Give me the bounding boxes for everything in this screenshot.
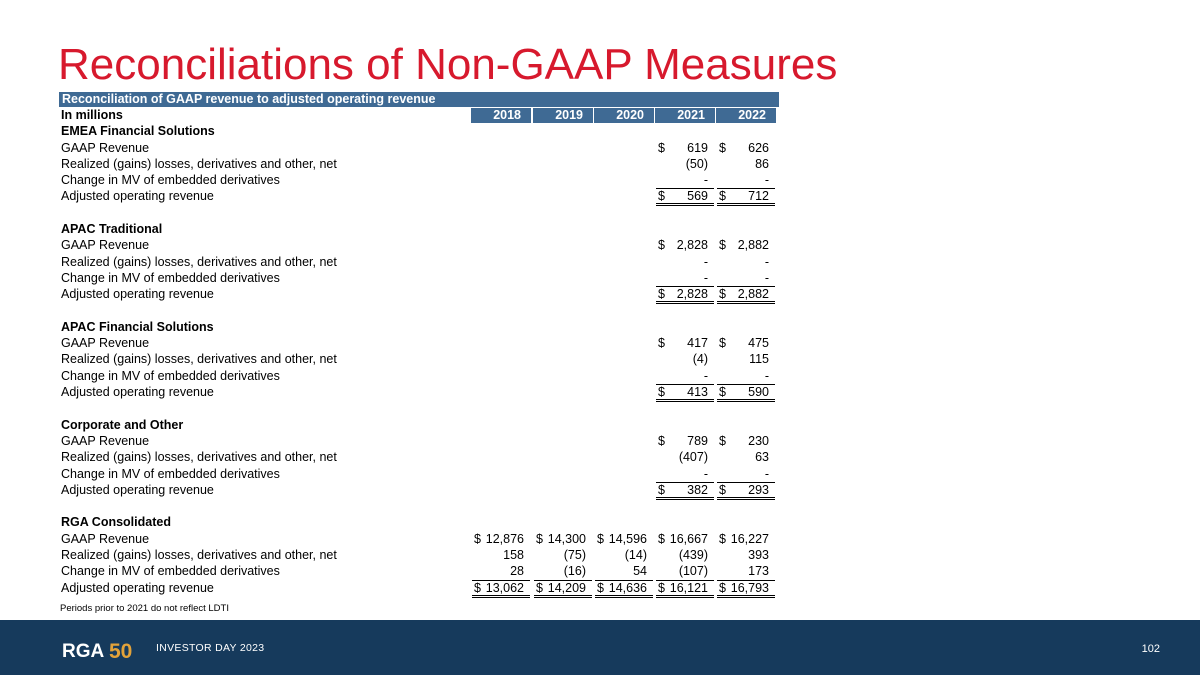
value: (50)	[685, 156, 708, 171]
footnote: Periods prior to 2021 do not reflect LDTI	[60, 603, 229, 614]
value-cell	[534, 563, 592, 579]
value-cell	[656, 580, 714, 598]
value: 2,828	[676, 287, 708, 302]
value: 2,882	[737, 238, 769, 253]
value: 86	[755, 156, 769, 171]
currency-symbol: $	[658, 433, 665, 448]
value: 2,828	[676, 238, 708, 253]
value: 14,636	[608, 580, 647, 595]
value: 16,121	[669, 580, 708, 595]
table-row	[59, 531, 779, 547]
value-cell	[472, 531, 530, 547]
value-cell	[717, 156, 775, 172]
value: -	[703, 466, 708, 481]
value: 54	[633, 564, 647, 579]
value: 789	[687, 433, 708, 448]
currency-symbol: $	[536, 580, 543, 595]
row-label: Adjusted operating revenue	[61, 385, 214, 400]
value-cell	[656, 286, 714, 304]
value-cell	[472, 547, 530, 563]
value: 712	[748, 189, 769, 204]
reconciliation-table	[59, 92, 779, 596]
value-cell	[656, 466, 714, 482]
row-label: Realized (gains) losses, derivatives and other, net	[61, 156, 337, 171]
value: 14,300	[547, 531, 586, 546]
section-header	[59, 417, 779, 433]
row-label: Change in MV of embedded derivatives	[61, 173, 280, 188]
value-cell	[595, 547, 653, 563]
currency-symbol: $	[719, 140, 726, 155]
row-label: In millions	[61, 108, 123, 122]
table-row	[59, 254, 779, 270]
value-cell	[656, 563, 714, 579]
row-label: Realized (gains) losses, derivatives and other, net	[61, 352, 337, 367]
table-heading: Reconciliation of GAAP revenue to adjusted operating revenue	[59, 92, 779, 107]
currency-symbol: $	[658, 336, 665, 351]
spacer-row	[59, 498, 779, 514]
row-label: Realized (gains) losses, derivatives and other, net	[61, 548, 337, 563]
table-row	[59, 335, 779, 351]
currency-symbol: $	[658, 287, 665, 302]
value-cell	[656, 368, 714, 384]
value: 590	[748, 385, 769, 400]
logo-text: RGA	[62, 641, 105, 660]
table-row	[59, 270, 779, 286]
row-label: GAAP Revenue	[61, 336, 150, 351]
value: 230	[748, 433, 769, 448]
row-label: Realized (gains) losses, derivatives and other, net	[61, 450, 337, 465]
year-header: 2020	[593, 108, 654, 123]
value: 14,209	[547, 580, 586, 595]
row-label: Adjusted operating revenue	[61, 189, 214, 204]
value-cell	[656, 188, 714, 206]
row-label: Change in MV of embedded derivatives	[61, 466, 280, 481]
value-cell	[656, 384, 714, 402]
row-label: GAAP Revenue	[61, 238, 150, 253]
table-row	[59, 580, 779, 596]
value-cell	[656, 140, 714, 156]
table-row	[59, 156, 779, 172]
value: 413	[687, 385, 708, 400]
value-cell	[534, 580, 592, 598]
section-header	[59, 123, 779, 139]
value: 14,596	[608, 531, 647, 546]
row-label: GAAP Revenue	[61, 531, 150, 546]
value-cell	[656, 547, 714, 563]
section-header	[59, 319, 779, 335]
value-cell	[717, 384, 775, 402]
value: 382	[687, 482, 708, 497]
value-cell	[656, 449, 714, 465]
value-cell	[717, 531, 775, 547]
value: 475	[748, 336, 769, 351]
currency-symbol: $	[658, 385, 665, 400]
value: (75)	[563, 548, 586, 563]
value-cell	[656, 254, 714, 270]
section-header	[59, 221, 779, 237]
table-row	[59, 466, 779, 482]
value: -	[764, 254, 769, 269]
currency-symbol: $	[719, 287, 726, 302]
row-label: Change in MV of embedded derivatives	[61, 270, 280, 285]
spacer-row	[59, 205, 779, 221]
value-cell	[717, 286, 775, 304]
value: (107)	[678, 564, 708, 579]
table-row	[59, 547, 779, 563]
rga-50-logo	[62, 640, 148, 660]
table-row	[59, 563, 779, 579]
table-row	[59, 433, 779, 449]
page-title: Reconciliations of Non-GAAP Measures	[58, 40, 838, 89]
value: -	[703, 270, 708, 285]
value-cell	[472, 563, 530, 579]
value-cell	[717, 368, 775, 384]
value: -	[703, 368, 708, 383]
value-cell	[717, 237, 775, 253]
value-cell	[717, 254, 775, 270]
value-cell	[534, 531, 592, 547]
table-row	[59, 482, 779, 498]
value-cell	[656, 351, 714, 367]
currency-symbol: $	[658, 189, 665, 204]
year-header: 2018	[470, 108, 531, 123]
currency-symbol: $	[719, 336, 726, 351]
value-cell	[717, 335, 775, 351]
currency-symbol: $	[658, 531, 665, 546]
value: 158	[503, 548, 524, 563]
value: (439)	[678, 548, 708, 563]
value: 28	[510, 564, 524, 579]
value-cell	[656, 237, 714, 253]
value-cell	[717, 188, 775, 206]
row-label: GAAP Revenue	[61, 433, 150, 448]
currency-symbol: $	[597, 531, 604, 546]
value: (4)	[692, 352, 708, 367]
event-label: INVESTOR DAY 2023	[156, 642, 265, 654]
row-label: Realized (gains) losses, derivatives and other, net	[61, 254, 337, 269]
page-number: 102	[1141, 643, 1160, 655]
value-cell	[656, 156, 714, 172]
table-row	[59, 351, 779, 367]
table-row	[59, 384, 779, 400]
value: -	[764, 173, 769, 188]
spacer-row	[59, 303, 779, 319]
row-label: Adjusted operating revenue	[61, 482, 214, 497]
row-label: Change in MV of embedded derivatives	[61, 564, 280, 579]
value: 115	[749, 352, 769, 367]
year-header: 2021	[654, 108, 715, 123]
row-label: Adjusted operating revenue	[61, 287, 214, 302]
table-row	[59, 140, 779, 156]
spacer-row	[59, 400, 779, 416]
value-cell	[717, 433, 775, 449]
row-label: Adjusted operating revenue	[61, 580, 214, 595]
value: 16,227	[730, 531, 769, 546]
currency-symbol: $	[719, 238, 726, 253]
currency-symbol: $	[597, 580, 604, 595]
currency-symbol: $	[719, 385, 726, 400]
currency-symbol: $	[474, 531, 481, 546]
value: 569	[687, 189, 708, 204]
table-header-row	[59, 107, 779, 123]
value-cell	[595, 563, 653, 579]
value-cell	[656, 482, 714, 500]
value-cell	[656, 531, 714, 547]
value: -	[703, 173, 708, 188]
row-label: GAAP Revenue	[61, 140, 150, 155]
value-cell	[656, 172, 714, 188]
value: -	[703, 254, 708, 269]
currency-symbol: $	[658, 238, 665, 253]
value: 2,882	[737, 287, 769, 302]
table-row	[59, 286, 779, 302]
value: 393	[748, 548, 769, 563]
value-cell	[717, 547, 775, 563]
value: 619	[687, 140, 708, 155]
value-cell	[472, 580, 530, 598]
value-cell	[717, 580, 775, 598]
value: 63	[755, 450, 769, 465]
currency-symbol: $	[719, 482, 726, 497]
value-cell	[656, 270, 714, 286]
value: 13,062	[485, 580, 524, 595]
value: 173	[748, 564, 769, 579]
currency-symbol: $	[474, 580, 481, 595]
value: 16,667	[669, 531, 708, 546]
value-cell	[595, 531, 653, 547]
currency-symbol: $	[719, 531, 726, 546]
currency-symbol: $	[658, 140, 665, 155]
value-cell	[595, 580, 653, 598]
table-row	[59, 172, 779, 188]
value-cell	[717, 466, 775, 482]
year-header: 2022	[715, 108, 776, 123]
value: 626	[748, 140, 769, 155]
value: 16,793	[730, 580, 769, 595]
value: 417	[687, 336, 708, 351]
value: -	[764, 270, 769, 285]
value-cell	[717, 563, 775, 579]
row-label: APAC Financial Solutions	[61, 319, 214, 334]
currency-symbol: $	[719, 433, 726, 448]
value: 12,876	[485, 531, 524, 546]
value: (14)	[624, 548, 647, 563]
row-label: Change in MV of embedded derivatives	[61, 368, 280, 383]
value-cell	[534, 547, 592, 563]
table-row	[59, 449, 779, 465]
value: -	[764, 466, 769, 481]
table-body	[59, 107, 779, 596]
value: (16)	[563, 564, 586, 579]
section-header	[59, 514, 779, 530]
value-cell	[717, 270, 775, 286]
currency-symbol: $	[719, 189, 726, 204]
value-cell	[717, 140, 775, 156]
row-label: APAC Traditional	[61, 222, 163, 237]
currency-symbol: $	[658, 482, 665, 497]
value-cell	[717, 351, 775, 367]
table-row	[59, 188, 779, 204]
value: (407)	[678, 450, 708, 465]
logo-number: 50	[109, 640, 133, 660]
currency-symbol: $	[719, 580, 726, 595]
value-cell	[656, 433, 714, 449]
currency-symbol: $	[536, 531, 543, 546]
value: -	[764, 368, 769, 383]
row-label: Corporate and Other	[61, 417, 184, 432]
row-label: RGA Consolidated	[61, 515, 171, 530]
value-cell	[717, 449, 775, 465]
value: 293	[748, 482, 769, 497]
value-cell	[656, 335, 714, 351]
value-cell	[717, 172, 775, 188]
value-cell	[717, 482, 775, 500]
year-header: 2019	[532, 108, 593, 123]
row-label: EMEA Financial Solutions	[61, 124, 215, 139]
table-row	[59, 368, 779, 384]
currency-symbol: $	[658, 580, 665, 595]
table-row	[59, 237, 779, 253]
